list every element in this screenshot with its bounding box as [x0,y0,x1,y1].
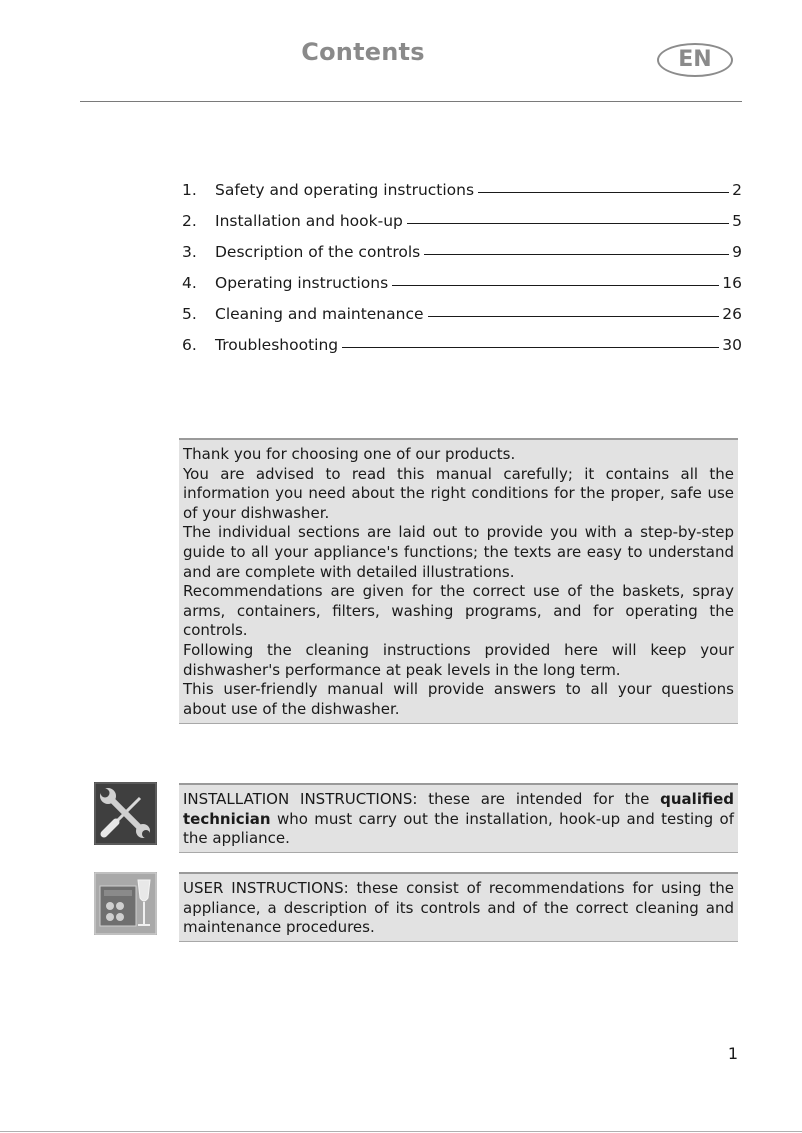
toc-page: 16 [722,274,742,292]
toc-leader [478,192,729,193]
installation-text-before: : these are intended for the [412,790,661,808]
toc-label: Installation and hook-up [215,212,403,230]
header-divider [80,101,742,102]
footer-divider [0,1131,802,1132]
toc-leader [342,347,719,348]
toc-number: 5. [182,305,197,323]
toc-page: 30 [722,336,742,354]
intro-paragraph: You are advised to read this manual carefully; it contains all the information you need about the right conditions for the proper, safe use of your dishwasher. [183,464,734,522]
installation-instructions-panel [179,783,738,853]
language-badge: EN [657,43,733,77]
user-text [183,879,734,938]
toc-page: 2 [732,181,742,199]
toc-entry[interactable] [182,261,742,292]
toc-label: Safety and operating instructions [215,181,475,199]
toc-leader [424,254,729,255]
toc-entry[interactable] [182,292,742,323]
toc-number: 2. [182,212,197,230]
toc-page: 9 [732,243,742,261]
installation-text-after: who must carry out the installation, hook-up and testing of the appliance. [183,809,734,848]
page-title: Contents [301,38,425,66]
table-of-contents [182,168,742,354]
intro-paragraph: Following the cleaning instructions provided here will keep your dishwasher's performance at peak levels in the long term. [183,640,734,679]
intro-paragraph: Thank you for choosing one of our products. [183,445,516,463]
toc-number: 3. [182,243,197,261]
toc-number: 4. [182,274,197,292]
intro-paragraph: The individual sections are laid out to provide you with a step-by-step guide to all your appliance's functions; the texts are easy to understand and are complete with detailed illustrations. [183,523,734,581]
toc-entry[interactable] [182,323,742,354]
toc-leader [428,316,720,317]
user-heading: USER INSTRUCTIONS [183,879,344,897]
toc-number: 6. [182,336,197,354]
wrench-screwdriver-icon [94,782,157,845]
toc-entry[interactable] [182,230,742,261]
toc-label: Cleaning and maintenance [215,305,424,323]
toc-page: 26 [722,305,742,323]
toc-page: 5 [732,212,742,230]
user-body: : these consist of recommendations for using the appliance, a description of its controls and of the correct cleaning and maintenance procedures. [183,879,734,937]
toc-entry[interactable] [182,199,742,230]
toc-leader [407,223,729,224]
toc-label: Operating instructions [215,274,389,292]
installation-heading: INSTALLATION INSTRUCTIONS [183,790,413,808]
toc-label: Description of the controls [215,243,421,261]
installation-text [183,790,734,849]
intro-paragraph: Recommendations are given for the correct use of the baskets, spray arms, containers, filters, washing programs, and for operating the controls. [183,582,734,640]
dishwasher-glass-icon [94,872,157,935]
installation-bold: qualified technician [183,790,734,828]
user-instructions-panel [179,872,738,942]
toc-entry[interactable] [182,168,742,199]
toc-number: 1. [182,181,197,199]
toc-leader [392,285,719,286]
toc-label: Troubleshooting [215,336,339,354]
intro-paragraph: This user-friendly manual will provide answers to all your questions about use of the dishwasher. [183,680,734,718]
intro-panel [179,438,738,724]
page-number: 1 [727,1044,738,1063]
